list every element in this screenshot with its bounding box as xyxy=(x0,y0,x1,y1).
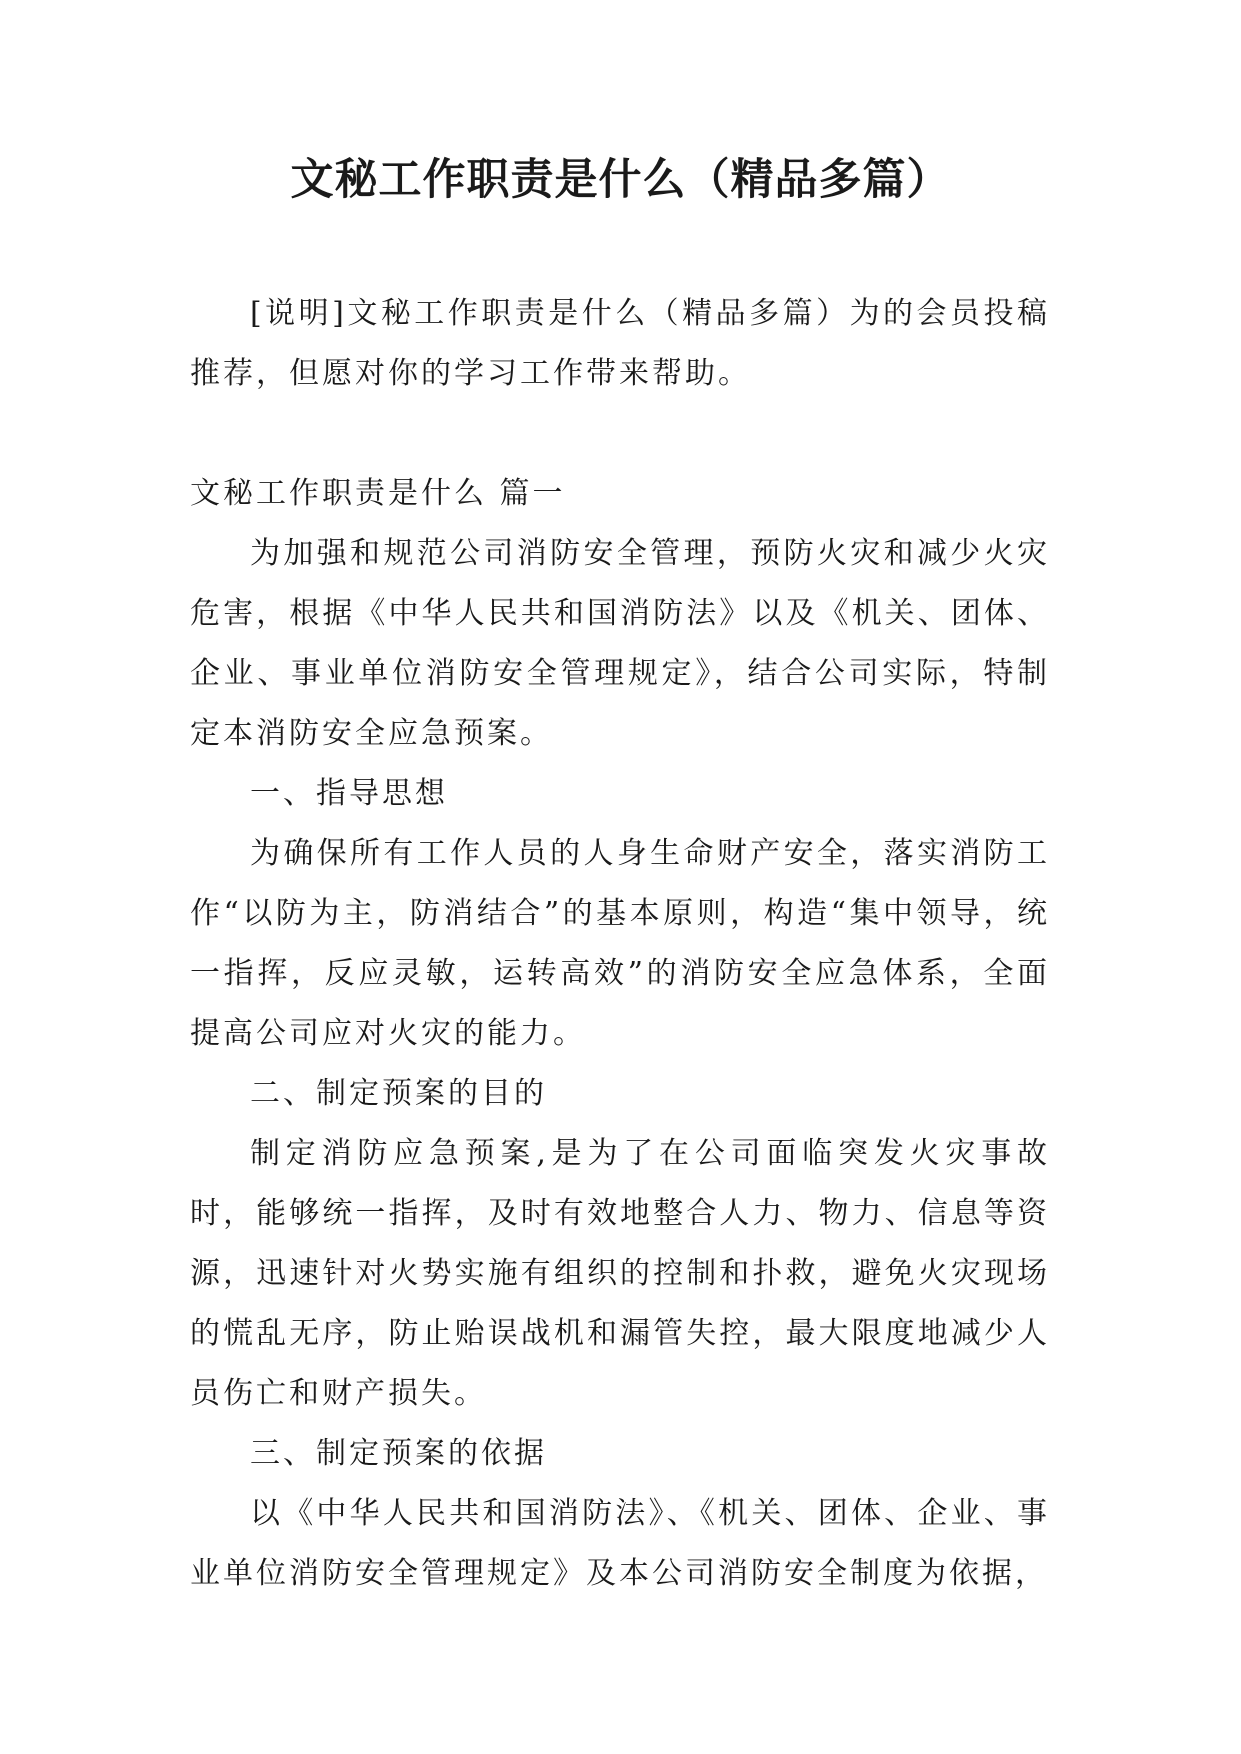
document-body xyxy=(190,284,1050,1604)
body-paragraph: 制定消防应急预案,是为了在公司面临突发火灾事故时，能够统一指挥，及时有效地整合人力、物力、信息等资源，迅速针对火势实施有组织的控制和扑救，避免火灾现场的慌乱无序，防止贻误战机和漏管失控，最大限度地减少人员伤亡和财产损失。 xyxy=(190,1136,1050,1411)
intro-paragraph: [说明]文秘工作职责是什么（精品多篇）为的会员投稿推荐，但愿对你的学习工作带来帮助。 xyxy=(190,296,1050,391)
subheading-purpose: 二、制定预案的目的 xyxy=(250,1076,547,1111)
body-paragraph: 为加强和规范公司消防安全管理，预防火灾和减少火灾危害，根据《中华人民共和国消防法》以及《机关、团体、企业、事业单位消防安全管理规定》，结合公司实际，特制定本消防安全应急预案。 xyxy=(190,536,1050,751)
paragraph-gap xyxy=(190,404,1050,464)
document-title: 文秘工作职责是什么（精品多篇） xyxy=(290,155,951,205)
subheading-basis: 三、制定预案的依据 xyxy=(250,1436,547,1471)
section-heading: 文秘工作职责是什么 篇一 xyxy=(190,476,566,511)
subheading-guiding-principle: 一、指导思想 xyxy=(250,776,448,811)
body-paragraph: 以《中华人民共和国消防法》、《机关、团体、企业、事业单位消防安全管理规定》及本公司消防安全制度为依据， xyxy=(190,1496,1050,1591)
body-paragraph: 为确保所有工作人员的人身生命财产安全，落实消防工作“以防为主，防消结合”的基本原则，构造“集中领导，统一指挥，反应灵敏，运转高效”的消防安全应急体系，全面提高公司应对火灾的能力。 xyxy=(190,836,1050,1051)
